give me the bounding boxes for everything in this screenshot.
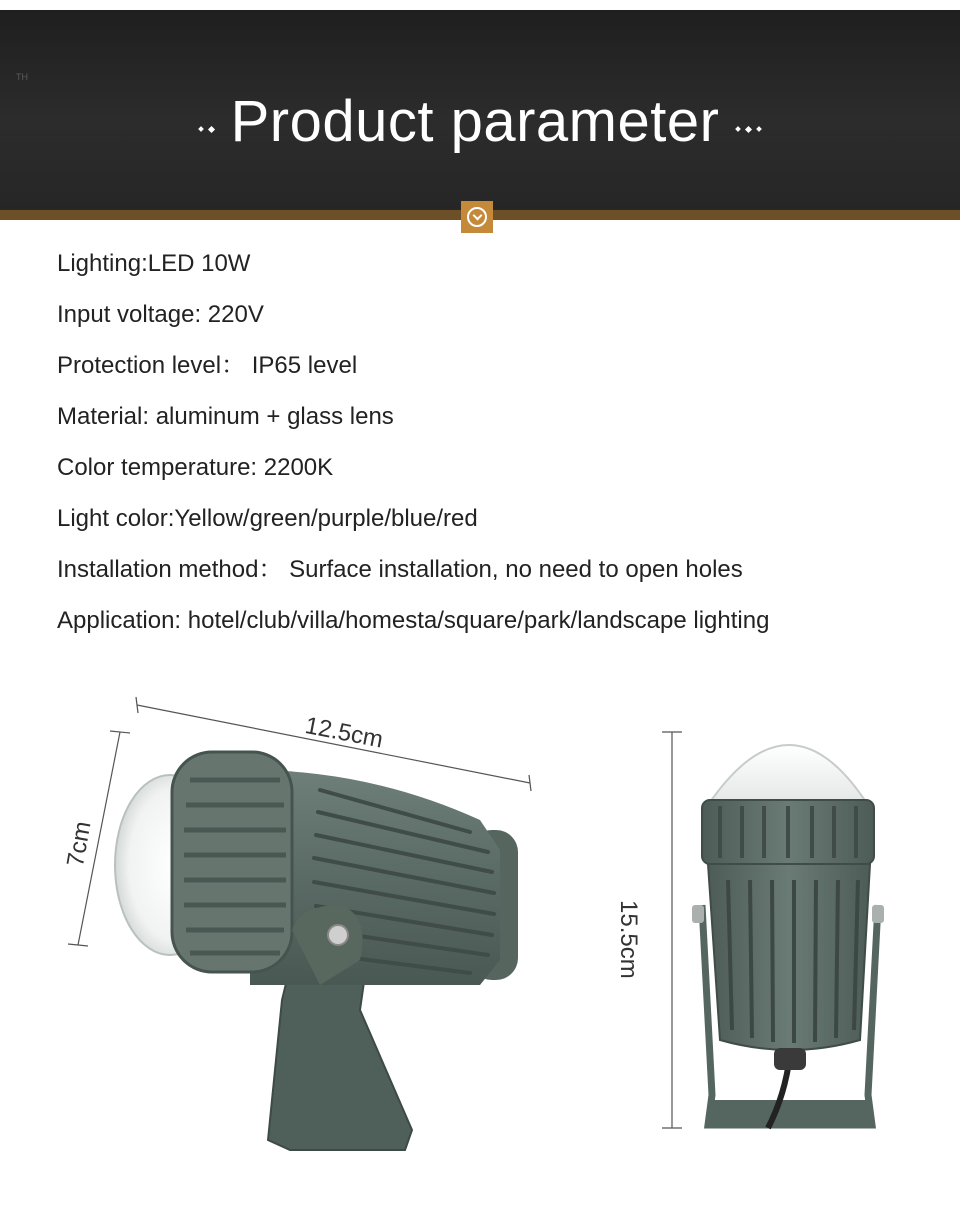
lamp-dome: [708, 745, 868, 805]
param-input-voltage: Input voltage: 220V: [57, 301, 264, 328]
lamp-front-view-illustration: [620, 700, 920, 1170]
right-dots-icon: [733, 92, 764, 160]
page-title: [0, 88, 960, 160]
param-protection-level: Protection level： IP65 level: [57, 352, 358, 379]
dimension-height-label: 7cm: [62, 819, 97, 869]
dimension-total-height-label: 15.5cm: [615, 900, 642, 979]
lamp-bracket-base: [708, 1100, 872, 1125]
param-light-color: Light color:Yellow/green/purple/blue/red: [57, 505, 478, 532]
dimension-line-right: [662, 732, 682, 1128]
parameter-list: [57, 246, 937, 654]
param-installation-method: Installation method： Surface installation, no need to open holes: [57, 556, 743, 583]
param-lighting: Lighting:LED 10W: [57, 250, 251, 277]
param-color-temperature: Color temperature: 2200K: [57, 454, 334, 481]
watermark-text: TH: [16, 72, 28, 82]
lamp-side-screw-right: [872, 905, 884, 923]
lamp-screw: [328, 925, 348, 945]
header-banner: [0, 10, 960, 212]
page-title-text: Product parameter: [230, 89, 720, 154]
chevron-badge: [461, 201, 493, 233]
lamp-cable-gland: [774, 1048, 806, 1070]
lamp-side-view-illustration: [0, 680, 560, 1180]
left-dots-icon: [196, 92, 217, 160]
lamp-front-ring: [172, 752, 292, 972]
lamp-side-screw-left: [692, 905, 704, 923]
param-application: Application: hotel/club/villa/homesta/square/park/landscape lighting: [57, 607, 770, 634]
chevron-down-icon: [467, 207, 487, 227]
lamp-top-ridges: [720, 806, 856, 858]
param-material: Material: aluminum + glass lens: [57, 403, 394, 430]
dimension-length-label: 12.5cm: [302, 712, 386, 754]
